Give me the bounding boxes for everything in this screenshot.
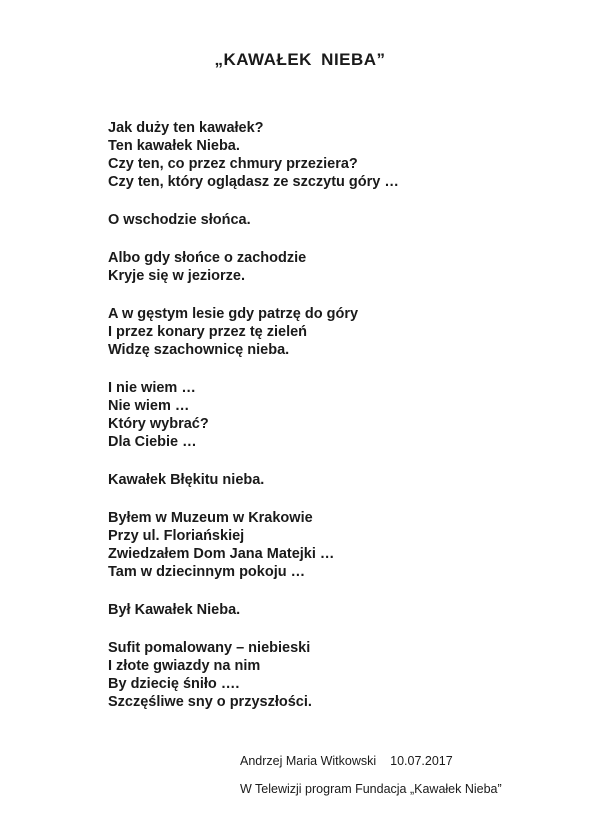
poem-line: Szczęśliwe sny o przyszłości. [108,694,312,710]
poem-line: Tam w dziecinnym pokoju … [108,564,306,580]
poem-line: O wschodzie słońca. [108,212,251,228]
poem-line: Sufit pomalowany – niebieski [108,640,311,656]
poem-body [108,119,548,731]
author-name: Andrzej Maria Witkowski [240,754,377,768]
stanza-8 [108,601,548,619]
stanza-4 [108,305,548,359]
poem-line: Ten kawałek Nieba. [108,138,240,154]
poem-line: Był Kawałek Nieba. [108,602,241,618]
stanza-9 [108,639,548,711]
poem-line: Czy ten, który oglądasz ze szczytu góry … [108,174,399,190]
poem-line: I nie wiem … [108,380,196,396]
poem-line: Jak duży ten kawałek? [108,120,264,136]
stanza-5 [108,379,548,451]
poem-line: Nie wiem … [108,398,190,414]
poem-line: A w gęstym lesie gdy patrzę do góry [108,306,359,322]
poem-line: Zwiedzałem Dom Jana Matejki … [108,546,335,562]
poem-line: Kryje się w jeziorze. [108,268,246,284]
poem-line: Dla Ciebie … [108,434,197,450]
poem-line: Widzę szachownicę nieba. [108,342,290,358]
poem-line: Czy ten, co przez chmury przeziera? [108,156,358,172]
stanza-3 [108,249,548,285]
broadcast-note: W Telewizji program Fundacja „Kawałek Nieba” [240,782,502,796]
poem-line: I przez konary przez tę zieleń [108,324,308,340]
poem-line: I złote gwiazdy na nim [108,658,261,674]
poem-line: Albo gdy słońce o zachodzie [108,250,307,266]
poem-line: By dziecię śniło …. [108,676,240,692]
poem-line: Przy ul. Floriańskiej [108,528,245,544]
poem-date: 10.07.2017 [390,754,453,768]
poem-line: Który wybrać? [108,416,209,432]
poem-line: Kawałek Błękitu nieba. [108,472,265,488]
stanza-1 [108,119,548,191]
poem-line: Byłem w Muzeum w Krakowie [108,510,313,526]
poem-title: „KAWAŁEK NIEBA” [214,50,386,69]
stanza-2 [108,211,548,229]
author-line [240,754,580,768]
stanza-7 [108,509,548,581]
stanza-6 [108,471,548,489]
